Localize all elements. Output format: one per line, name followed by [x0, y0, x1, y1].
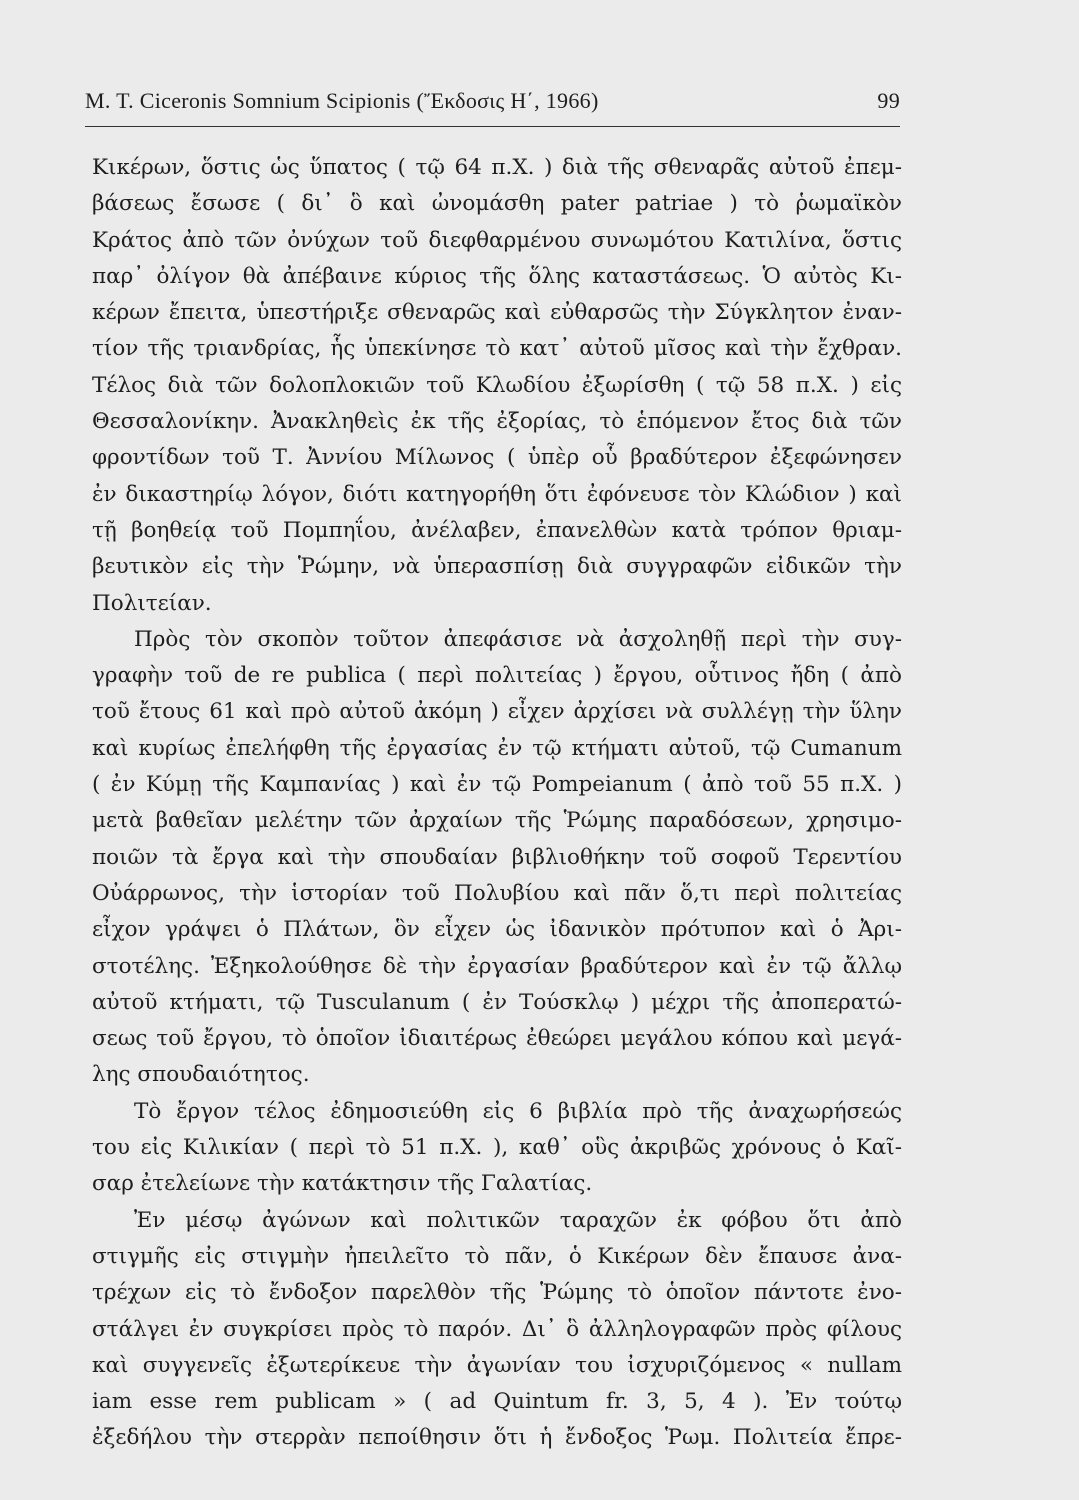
text-line: στιγμῆς εἰς στιγμὴν ἠπειλεῖτο τὸ πᾶν, ὁ Κικέρων δὲν ἔπαυσε ἀνα-	[92, 1243, 902, 1269]
text-line: σαρ ἐτελείωνε τὴν κατάκτησιν τῆς Γαλατίας.	[92, 1171, 593, 1197]
text-line: παρ᾽ ὀλίγον θὰ ἀπέβαινε κύριος τῆς ὅλης καταστάσεως. Ὁ αὐτὸς Κι-	[92, 263, 902, 289]
text-line: σεως τοῦ ἔργου, τὸ ὁποῖον ἰδιαιτέρως ἐθεώρει μεγάλου κόπου καὶ μεγά-	[92, 1026, 902, 1052]
text-line: βάσεως ἔσωσε ( δι᾽ ὃ καὶ ὠνομάσθη pater patriae ) τὸ ῥωμαϊκὸν	[92, 191, 902, 217]
text-line: Πρὸς τὸν σκοπὸν τοῦτον ἀπεφάσισε νὰ ἀσχοληθῇ περὶ τὴν συγ-	[134, 626, 902, 652]
text-line: Τέλος διὰ τῶν δολοπλοκιῶν τοῦ Κλωδίου ἐξωρίσθη ( τῷ 58 π.Χ. ) εἰς	[92, 372, 902, 398]
text-line: του εἰς Κιλικίαν ( περὶ τὸ 51 π.Χ. ), καθ᾽ οὓς ἀκριβῶς χρόνους ὁ Καῖ-	[92, 1135, 902, 1161]
header-rule	[85, 126, 900, 127]
text-line: βευτικὸν εἰς τὴν Ῥώμην, νὰ ὑπερασπίσῃ διὰ συγγραφῶν εἰδικῶν τὴν	[92, 554, 902, 580]
text-line: φροντίδων τοῦ Τ. Ἀννίου Μίλωνος ( ὑπὲρ οὗ βραδύτερον ἐξεφώνησεν	[92, 445, 902, 471]
text-line: iam esse rem publicam » ( ad Quintum fr. 3, 5, 4 ). Ἐν τούτῳ	[92, 1389, 902, 1415]
text-line: στάλγει ἐν συγκρίσει πρὸς τὸ παρόν. Δι᾽ ὃ ἀλληλογραφῶν πρὸς φίλους	[92, 1316, 902, 1342]
text-line: γραφὴν τοῦ de re publica ( περὶ πολιτείας ) ἔργου, οὗτινος ἤδη ( ἀπὸ	[92, 663, 902, 689]
text-line: τῇ βοηθείᾳ τοῦ Πομπηΐου, ἀνέλαβεν, ἐπανελθὼν κατὰ τρόπον θριαμ-	[92, 517, 902, 543]
running-header	[85, 88, 900, 120]
text-line: αὐτοῦ κτήματι, τῷ Tusculanum ( ἐν Τούσκλῳ ) μέχρι τῆς ἀποπερατώ-	[92, 989, 902, 1015]
text-line: καὶ συγγενεῖς ἐξωτερίκευε τὴν ἀγωνίαν του ἰσχυριζόμενος « nullam	[92, 1352, 902, 1378]
text-line: Τὸ ἔργον τέλος ἐδημοσιεύθη εἰς 6 βιβλία πρὸ τῆς ἀναχωρήσεώς	[134, 1098, 902, 1124]
text-line: Θεσσαλονίκην. Ἀνακληθεὶς ἐκ τῆς ἐξορίας, τὸ ἑπόμενον ἔτος διὰ τῶν	[92, 409, 902, 435]
text-line: καὶ κυρίως ἐπελήφθη τῆς ἐργασίας ἐν τῷ κτήματι αὐτοῦ, τῷ Cumanum	[92, 735, 902, 761]
text-line: ἐν δικαστηρίῳ λόγον, διότι κατηγορήθη ὅτι ἐφόνευσε τὸν Κλώδιον ) καὶ	[92, 481, 902, 507]
text-line: τίον τῆς τριανδρίας, ἧς ὑπεκίνησε τὸ κατ᾽ αὐτοῦ μῖσος καὶ τὴν ἔχθραν.	[92, 336, 902, 362]
text-line: κέρων ἔπειτα, ὑπεστήριξε σθεναρῶς καὶ εὐθαρσῶς τὴν Σύγκλητον ἐναν-	[92, 300, 902, 326]
text-line: τοῦ ἔτους 61 καὶ πρὸ αὐτοῦ ἀκόμη ) εἶχεν ἀρχίσει νὰ συλλέγῃ τὴν ὕλην	[92, 699, 902, 725]
text-line: Κράτος ἀπὸ τῶν ὀνύχων τοῦ διεφθαρμένου συνωμότου Κατιλίνα, ὅστις	[92, 227, 902, 253]
text-line: ποιῶν τὰ ἔργα καὶ τὴν σπουδαίαν βιβλιοθήκην τοῦ σοφοῦ Τερεντίου	[92, 844, 902, 870]
text-line: λης σπουδαιότητος.	[92, 1062, 310, 1088]
text-line: Πολιτείαν.	[92, 590, 212, 616]
running-title: M. T. Ciceronis Somnium Scipionis (Ἔκδοσις Η΄, 1966)	[85, 88, 599, 113]
text-line: Κικέρων, ὅστις ὡς ὕπατος ( τῷ 64 π.Χ. ) διὰ τῆς σθεναρᾶς αὐτοῦ ἐπεμ-	[92, 155, 902, 180]
text-line: Οὐάρρωνος, τὴν ἱστορίαν τοῦ Πολυβίου καὶ πᾶν ὅ,τι περὶ πολιτείας	[92, 880, 902, 906]
text-line: μετὰ βαθεῖαν μελέτην τῶν ἀρχαίων τῆς Ῥώμης παραδόσεων, χρησιμο-	[92, 808, 902, 834]
text-line: εἶχον γράψει ὁ Πλάτων, ὃν εἶχεν ὡς ἰδανικὸν πρότυπον καὶ ὁ Ἀρι-	[92, 917, 902, 943]
body-text	[92, 150, 902, 1457]
text-line: στοτέλης. Ἐξηκολούθησε δὲ τὴν ἐργασίαν βραδύτερον καὶ ἐν τῷ ἄλλῳ	[92, 953, 902, 979]
text-line: ἐξεδήλου τὴν στερρὰν πεποίθησιν ὅτι ἡ ἔνδοξος Ῥωμ. Πολιτεία ἔπρε-	[92, 1425, 902, 1451]
text-line: τρέχων εἰς τὸ ἔνδοξον παρελθὸν τῆς Ῥώμης τὸ ὁποῖον πάντοτε ἐνο-	[92, 1280, 902, 1306]
page-number: 99	[877, 88, 900, 113]
text-line: Ἐν μέσῳ ἀγώνων καὶ πολιτικῶν ταραχῶν ἐκ φόβου ὅτι ἀπὸ	[134, 1207, 902, 1233]
text-line: ( ἐν Κύμῃ τῆς Καμπανίας ) καὶ ἐν τῷ Pompeianum ( ἀπὸ τοῦ 55 π.Χ. )	[92, 772, 902, 798]
